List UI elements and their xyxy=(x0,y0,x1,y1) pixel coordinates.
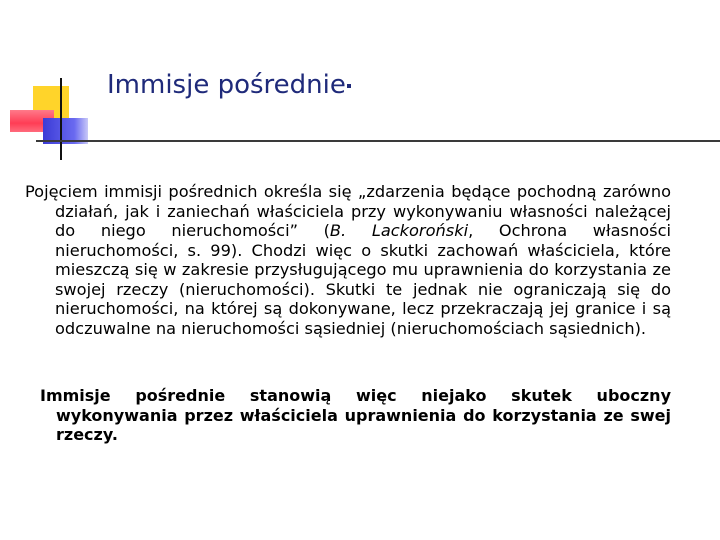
slide-title xyxy=(107,70,351,100)
title-bullet-dot xyxy=(347,84,351,88)
body-paragraph-part1: Pojęciem immisji pośrednich określa się „zdarzenia będące pochodną zarówno działań, jak i zaniechań właściciela przy wykonywaniu własności należącej do niego nieruchomości” ( xyxy=(25,182,671,240)
body-paragraph xyxy=(25,182,671,338)
body-paragraph-part2: , Ochrona własności nieruchomości, s. 99). Chodzi więc o skutki zachowań właściciela, które mieszczą się w zakresie przysługującego mu uprawnienia do korzystania ze swojej rzeczy (nieruchomości). Skutki te jednak nie ograniczają się do nieruchomości, na której są dokonywane, lecz przekraczają jej granice i są odczuwalne na nieruchomości sąsiedniej (nieruchomościach sąsiednich). xyxy=(55,221,671,338)
slide-title-text: Immisje pośrednie xyxy=(107,70,346,100)
logo-vertical-line xyxy=(60,78,62,160)
conclusion-paragraph: Immisje pośrednie stanowią więc niejako skutek uboczny wykonywania przez właściciela uprawnienia do korzystania ze swej rzeczy. xyxy=(40,386,671,444)
body-paragraph-author: B. Lackoroński xyxy=(329,221,469,240)
title-underline xyxy=(36,140,720,142)
